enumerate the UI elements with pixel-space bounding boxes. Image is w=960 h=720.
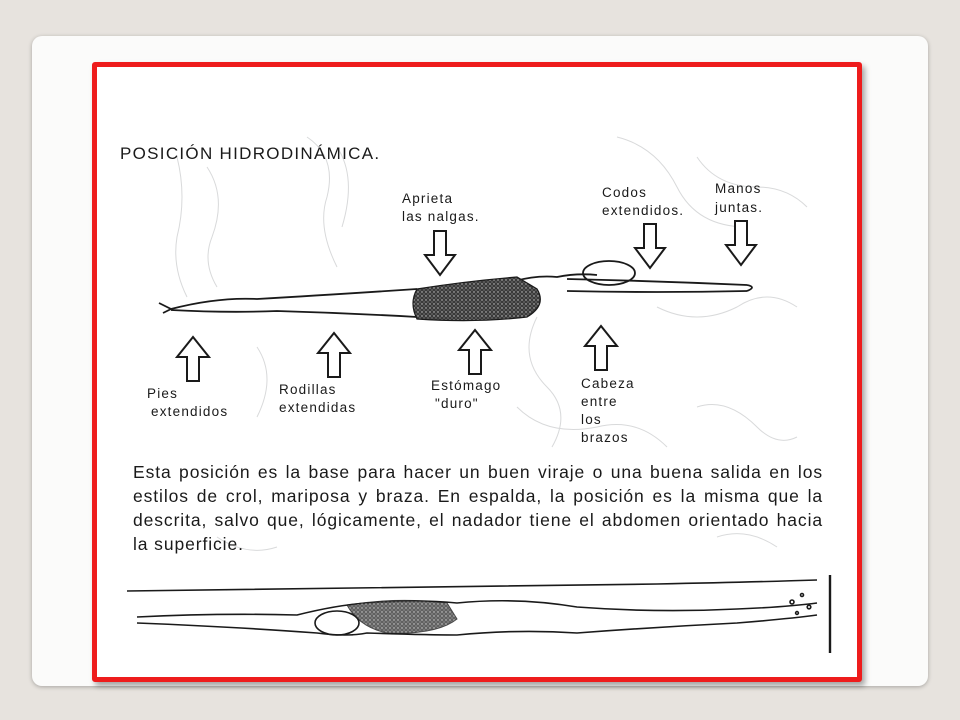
label-pies-line2: extendidos [151, 404, 229, 419]
body-paragraph: Esta posición es la base para hacer un buen viraje o una buena salida en los estilos de crol, mariposa y braza. En espalda, la posición es la misma que la descrita, salvo que, lógicamente, el nadador tiene el abdomen orientado hacia la superficie. [133, 462, 823, 554]
label-cabeza-line2: entre [581, 394, 618, 409]
label-codos-line1: Codos [602, 185, 648, 200]
label-aprieta-line2: las nalgas. [402, 209, 480, 224]
label-estomago-line2: "duro" [435, 396, 479, 411]
label-manos-line2: juntas. [715, 200, 764, 215]
label-cabeza-line1: Cabeza [581, 376, 635, 391]
label-rodillas-line1: Rodillas [279, 382, 337, 397]
label-estomago-line1: Estómago [431, 378, 502, 393]
scanned-page-frame [92, 62, 862, 682]
label-cabeza-line3: los [581, 412, 602, 427]
swimmer-supine-figure [97, 67, 857, 677]
label-manos-line1: Manos [715, 181, 762, 196]
label-pies-line1: Pies [147, 386, 179, 401]
label-rodillas-line2: extendidas [279, 400, 357, 415]
document-title: POSICIÓN HIDRODINÁMICA. [120, 144, 381, 163]
label-codos-line2: extendidos. [602, 203, 685, 218]
label-aprieta-line1: Aprieta [402, 191, 454, 206]
label-cabeza-line4: brazos [581, 430, 629, 445]
